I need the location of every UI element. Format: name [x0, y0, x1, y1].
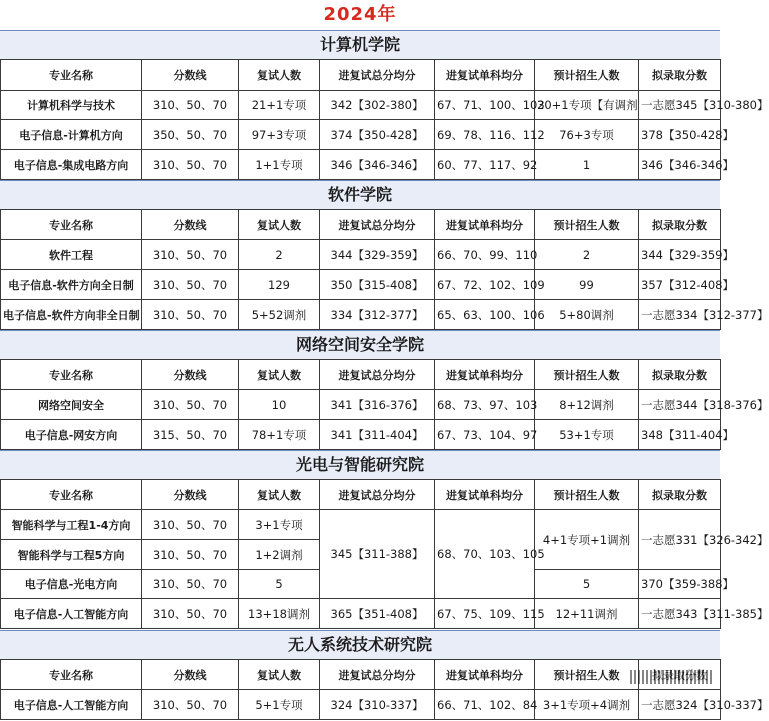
cutoff: 310、50、70 — [142, 599, 239, 629]
plan: 5 — [535, 570, 639, 599]
admit-score: 一志愿334【312-377】 — [639, 300, 721, 330]
header-major: 专业名称 — [1, 60, 142, 91]
cutoff: 310、50、70 — [142, 390, 239, 420]
header-total-avg: 进复试总分均分 — [320, 210, 435, 240]
table-row — [1, 300, 721, 330]
major-name: 网络空间安全 — [1, 390, 142, 420]
header-major: 专业名称 — [1, 480, 142, 510]
retest-count: 129 — [239, 270, 320, 300]
total-avg-merged: 345【311-388】 — [320, 510, 435, 599]
header-total-avg: 进复试总分均分 — [320, 660, 435, 690]
single-avg: 69、78、116、112 — [435, 120, 535, 150]
plan: 76+3专项 — [535, 120, 639, 150]
retest-count: 21+1专项 — [239, 91, 320, 120]
table-row — [1, 150, 721, 180]
header-admit-score: 拟录取分数 — [639, 210, 721, 240]
admit-score: 370【359-388】 — [639, 570, 721, 599]
header-retest-count: 复试人数 — [239, 360, 320, 390]
header-retest-count: 复试人数 — [239, 660, 320, 690]
major-name: 电子信息-人工智能方向 — [1, 599, 142, 629]
total-avg: 350【315-408】 — [320, 270, 435, 300]
header-cutoff: 分数线 — [142, 60, 239, 91]
header-retest-count: 复试人数 — [239, 60, 320, 91]
header-cutoff: 分数线 — [142, 660, 239, 690]
header-row — [1, 210, 721, 240]
retest-count: 2 — [239, 240, 320, 270]
retest-count: 5+1专项 — [239, 690, 320, 720]
cutoff: 310、50、70 — [142, 270, 239, 300]
admit-score: 348【311-404】 — [639, 420, 721, 450]
single-avg: 67、73、104、97 — [435, 420, 535, 450]
college-title-optoelectronics: 光电与智能研究院 — [0, 450, 720, 480]
header-row — [1, 660, 721, 690]
header-cutoff: 分数线 — [142, 480, 239, 510]
major-name: 电子信息-网安方向 — [1, 420, 142, 450]
plan: 53+1专项 — [535, 420, 639, 450]
single-avg: 66、70、99、110 — [435, 240, 535, 270]
major-name: 软件工程 — [1, 240, 142, 270]
plan: 12+11调剂 — [535, 599, 639, 629]
header-cutoff: 分数线 — [142, 210, 239, 240]
single-avg: 67、75、109、115 — [435, 599, 535, 629]
header-plan: 预计招生人数 — [535, 660, 639, 690]
total-avg: 324【310-337】 — [320, 690, 435, 720]
table-row — [1, 270, 721, 300]
college-title-cybersecurity: 网络空间安全学院 — [0, 330, 720, 360]
header-total-avg: 进复试总分均分 — [320, 360, 435, 390]
total-avg: 344【329-359】 — [320, 240, 435, 270]
major-name: 电子信息-人工智能方向 — [1, 690, 142, 720]
college-title-software: 软件学院 — [0, 180, 720, 210]
header-plan: 预计招生人数 — [535, 360, 639, 390]
header-major: 专业名称 — [1, 210, 142, 240]
cutoff: 310、50、70 — [142, 540, 239, 570]
total-avg: 365【351-408】 — [320, 599, 435, 629]
header-admit-score: 拟录取分数 — [639, 480, 721, 510]
header-single-avg: 进复试单科均分 — [435, 210, 535, 240]
college-table-unmanned-systems — [0, 659, 769, 720]
plan: 5+80调剂 — [535, 300, 639, 330]
admit-score: 344【329-359】 — [639, 240, 721, 270]
admit-score-merged: 一志愿331【326-342】 — [639, 510, 721, 570]
college-title-cs: 计算机学院 — [0, 30, 720, 60]
single-avg: 66、71、102、84 — [435, 690, 535, 720]
header-single-avg: 进复试单科均分 — [435, 480, 535, 510]
total-avg: 342【302-380】 — [320, 91, 435, 120]
plan: 20+1专项【有调剂 — [535, 91, 639, 120]
table-row — [1, 91, 721, 120]
plan: 3+1专项+4调剂 — [535, 690, 639, 720]
header-retest-count: 复试人数 — [239, 210, 320, 240]
college-table-cs — [0, 59, 769, 180]
table-row — [1, 240, 721, 270]
total-avg: 334【312-377】 — [320, 300, 435, 330]
header-row — [1, 480, 721, 510]
watermark-stripe — [630, 670, 712, 684]
header-admit-score: 拟录取分数 — [639, 360, 721, 390]
admit-score: 一志愿344【318-376】 — [639, 390, 721, 420]
single-avg: 67、71、100、103 — [435, 91, 535, 120]
header-plan: 预计招生人数 — [535, 480, 639, 510]
plan: 2 — [535, 240, 639, 270]
retest-count: 13+18调剂 — [239, 599, 320, 629]
single-avg: 65、63、100、106 — [435, 300, 535, 330]
college-table-optoelectronics — [0, 479, 769, 629]
header-total-avg: 进复试总分均分 — [320, 60, 435, 91]
cutoff: 310、50、70 — [142, 510, 239, 540]
major-name: 电子信息-集成电路方向 — [1, 150, 142, 180]
header-total-avg: 进复试总分均分 — [320, 480, 435, 510]
table-row — [1, 390, 721, 420]
header-row — [1, 360, 721, 390]
table-row — [1, 510, 721, 540]
plan: 1 — [535, 150, 639, 180]
cutoff: 310、50、70 — [142, 690, 239, 720]
total-avg: 341【311-404】 — [320, 420, 435, 450]
retest-count: 5+52调剂 — [239, 300, 320, 330]
header-retest-count: 复试人数 — [239, 480, 320, 510]
single-avg-merged: 68、70、103、105 — [435, 510, 535, 599]
retest-count: 97+3专项 — [239, 120, 320, 150]
admit-score: 378【350-428】 — [639, 120, 721, 150]
header-plan: 预计招生人数 — [535, 60, 639, 91]
total-avg: 346【346-346】 — [320, 150, 435, 180]
cutoff: 310、50、70 — [142, 240, 239, 270]
cutoff: 310、50、70 — [142, 150, 239, 180]
header-single-avg: 进复试单科均分 — [435, 360, 535, 390]
retest-count: 1+2调剂 — [239, 540, 320, 570]
admit-score: 357【312-408】 — [639, 270, 721, 300]
single-avg: 67、72、102、109 — [435, 270, 535, 300]
retest-count: 1+1专项 — [239, 150, 320, 180]
plan: 99 — [535, 270, 639, 300]
major-name: 电子信息-软件方向非全日制 — [1, 300, 142, 330]
retest-count: 78+1专项 — [239, 420, 320, 450]
header-admit-score: 拟录取分数 — [639, 60, 721, 91]
year-title: 2024年 — [323, 4, 397, 25]
college-title-unmanned-systems: 无人系统技术研究院 — [0, 630, 720, 660]
cutoff: 310、50、70 — [142, 570, 239, 599]
retest-count: 3+1专项 — [239, 510, 320, 540]
cutoff: 310、50、70 — [142, 91, 239, 120]
total-avg: 374【350-428】 — [320, 120, 435, 150]
cutoff: 310、50、70 — [142, 300, 239, 330]
major-name: 电子信息-计算机方向 — [1, 120, 142, 150]
table-row — [1, 420, 721, 450]
cutoff: 350、50、70 — [142, 120, 239, 150]
header-single-avg: 进复试单科均分 — [435, 660, 535, 690]
college-table-software — [0, 209, 769, 330]
table-row — [1, 690, 721, 720]
header-major: 专业名称 — [1, 660, 142, 690]
major-name: 智能科学与工程1-4方向 — [1, 510, 142, 540]
header-single-avg: 进复试单科均分 — [435, 60, 535, 91]
admit-score: 一志愿324【310-337】 — [639, 690, 721, 720]
single-avg: 60、77、117、92 — [435, 150, 535, 180]
plan: 8+12调剂 — [535, 390, 639, 420]
admit-score: 一志愿345【310-380】 — [639, 91, 721, 120]
table-row — [1, 599, 721, 629]
single-avg: 68、73、97、103 — [435, 390, 535, 420]
total-avg: 341【316-376】 — [320, 390, 435, 420]
plan-merged: 4+1专项+1调剂 — [535, 510, 639, 570]
header-cutoff: 分数线 — [142, 360, 239, 390]
admit-score: 一志愿343【311-385】 — [639, 599, 721, 629]
cutoff: 315、50、70 — [142, 420, 239, 450]
major-name: 智能科学与工程5方向 — [1, 540, 142, 570]
header-plan: 预计招生人数 — [535, 210, 639, 240]
major-name: 电子信息-光电方向 — [1, 570, 142, 599]
major-name: 电子信息-软件方向全日制 — [1, 270, 142, 300]
admit-score: 346【346-346】 — [639, 150, 721, 180]
major-name: 计算机科学与技术 — [1, 91, 142, 120]
table-row — [1, 120, 721, 150]
header-row — [1, 60, 721, 91]
retest-count: 10 — [239, 390, 320, 420]
retest-count: 5 — [239, 570, 320, 599]
college-table-cybersecurity — [0, 359, 769, 450]
header-major: 专业名称 — [1, 360, 142, 390]
